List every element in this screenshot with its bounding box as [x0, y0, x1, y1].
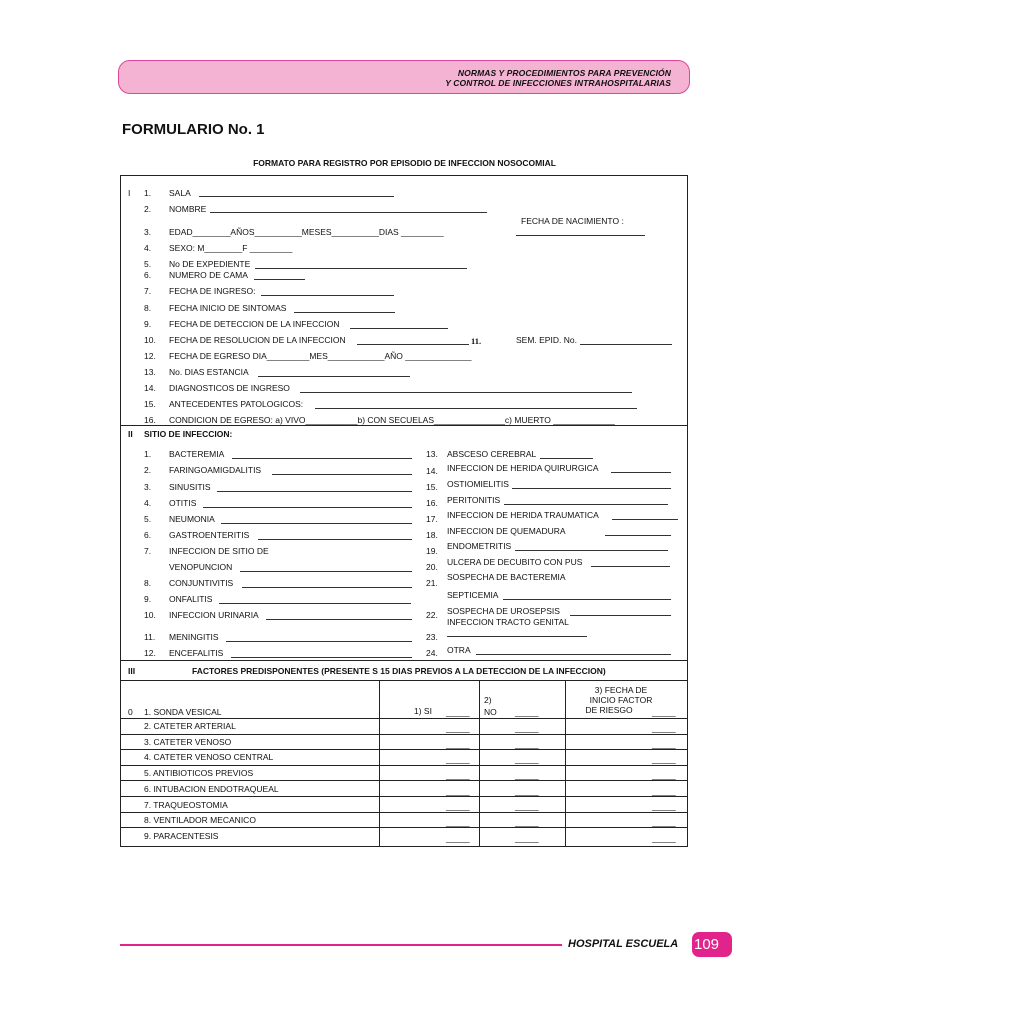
s2-label-tracto-genital: INFECCION TRACTO GENITAL: [447, 617, 569, 627]
s1-label-sala: SALA: [169, 188, 191, 198]
blank-fecha[interactable]: _____: [652, 739, 676, 749]
s2-num-22: 22.: [426, 610, 438, 620]
expediente-field[interactable]: [255, 268, 467, 269]
s2-num-4: 4.: [144, 498, 152, 508]
page-number: 109: [692, 932, 732, 957]
col-no-label: NO: [484, 707, 497, 717]
s2-label-urinaria: INFECCION URINARIA: [169, 610, 259, 620]
neumonia-field[interactable]: [221, 523, 412, 524]
s2-label-quemadura: INFECCION DE QUEMADURA: [447, 526, 566, 536]
col-divider-no: [479, 680, 480, 846]
blank-si[interactable]: _____: [446, 817, 470, 827]
s1-label-estancia: No. DIAS ESTANCIA: [169, 367, 249, 377]
s1-label-expediente: No DE EXPEDIENTE: [169, 259, 251, 269]
s1-num-4: 4.: [144, 243, 152, 253]
s2-num-11: 11.: [144, 632, 156, 642]
septicemia-field[interactable]: [503, 599, 671, 600]
col-divider-si: [379, 680, 380, 846]
s1-num-2: 2.: [144, 204, 152, 214]
section-1-numeral: I: [128, 188, 131, 198]
blank-si[interactable]: _____: [446, 770, 470, 780]
sem-epid-field[interactable]: [580, 344, 672, 345]
s2-label-onfalitis: ONFALITIS: [169, 594, 213, 604]
footer-hospital-name: HOSPITAL ESCUELA: [568, 938, 679, 950]
venopuncion-field[interactable]: [240, 571, 412, 572]
sala-field[interactable]: [199, 196, 394, 197]
s2-label-peritonitis: PERITONITIS: [447, 495, 501, 505]
s1-label-inicio-sintomas: FECHA INICIO DE SINTOMAS: [169, 303, 287, 313]
blank-fecha[interactable]: _____: [652, 801, 676, 811]
cama-field[interactable]: [254, 279, 305, 280]
factor-paracentesis: 9. PARACENTESIS: [144, 831, 219, 841]
ostiomielitis-field[interactable]: [512, 488, 671, 489]
row-separator: [121, 812, 687, 813]
s2-label-sospecha-bacteremia: SOSPECHA DE BACTEREMIA: [447, 572, 566, 582]
factor-traqueostomia: 7. TRAQUEOSTOMIA: [144, 800, 228, 810]
s1-label-antecedentes: ANTECEDENTES PATOLOGICOS:: [169, 399, 304, 409]
s2-num-21: 21.: [426, 578, 438, 588]
col-fecha-line-3: DE RIESGO: [585, 705, 633, 715]
row-separator: [121, 749, 687, 750]
row-prefix: 0: [128, 707, 133, 717]
section-3-numeral: III: [128, 666, 136, 676]
onfalitis-field[interactable]: [219, 603, 411, 604]
s1-num-1: 1.: [144, 188, 152, 198]
divider-section-2: [121, 425, 687, 426]
s1-num-3: 3.: [144, 227, 152, 237]
s1-label-deteccion: FECHA DE DETECCION DE LA INFECCION: [169, 319, 340, 329]
s2-label-septicemia: SEPTICEMIA: [447, 590, 499, 600]
s2-num-12: 12.: [144, 648, 156, 658]
factor-ventilador: 8. VENTILADOR MECANICO: [144, 815, 256, 825]
fecha-nacimiento-field[interactable]: [516, 235, 645, 236]
blank-no[interactable]: _____: [515, 754, 539, 764]
s1-label-nombre: NOMBRE: [169, 204, 207, 214]
blank-si[interactable]: _____: [446, 739, 470, 749]
s1-label-resolucion: FECHA DE RESOLUCION DE LA INFECCION: [169, 335, 346, 345]
meningitis-field[interactable]: [226, 641, 412, 642]
endometritis-field[interactable]: [515, 550, 668, 551]
s1-num-5: 5.: [144, 259, 152, 269]
herida-traumatica-field[interactable]: [612, 519, 678, 520]
row-separator: [121, 780, 687, 781]
s2-num-5: 5.: [144, 514, 152, 524]
s2-label-meningitis: MENINGITIS: [169, 632, 219, 642]
otra-23-field[interactable]: [447, 636, 587, 637]
otra-field[interactable]: [476, 654, 671, 655]
s2-num-23: 23.: [426, 632, 438, 642]
s1-label-cama: NUMERO DE CAMA: [169, 270, 248, 280]
nombre-field[interactable]: [210, 212, 487, 213]
s2-label-conjuntivitis: CONJUNTIVITIS: [169, 578, 234, 588]
divider-section-3: [121, 660, 687, 661]
blank-no[interactable]: _____: [515, 770, 539, 780]
s2-num-7: 7.: [144, 546, 152, 556]
s2-label-urosepsis: SOSPECHA DE UROSEPSIS: [447, 606, 560, 616]
blank-no[interactable]: _____: [515, 739, 539, 749]
bacteremia-field[interactable]: [232, 458, 412, 459]
diagnosticos-field[interactable]: [300, 392, 632, 393]
section-3-title: FACTORES PREDISPONENTES (PRESENTE S 15 DIAS PREVIOS A LA DETECCION DE LA INFECCION): [192, 666, 606, 676]
s2-num-3: 3.: [144, 482, 152, 492]
s1-label-condicion: CONDICION DE EGRESO: a) VIVO___________b) CON SECUELAS_______________c) MUERTO _____________: [169, 415, 615, 425]
col-si-label: 1) SI: [414, 706, 432, 716]
table-header-top: [121, 680, 687, 681]
blank-si-0[interactable]: _____: [446, 707, 470, 717]
s2-label-sinusitis: SINUSITIS: [169, 482, 211, 492]
urinaria-field[interactable]: [266, 619, 412, 620]
s2-num-24: 24.: [426, 648, 438, 658]
blank-fecha-0[interactable]: _____: [652, 707, 676, 717]
factor-cateter-arterial: 2. CATETER ARTERIAL: [144, 721, 236, 731]
blank-si[interactable]: _____: [446, 754, 470, 764]
factor-sonda-vesical: 1. SONDA VESICAL: [144, 707, 222, 717]
s2-num-13: 13.: [426, 449, 438, 459]
footer-rule: [120, 944, 562, 946]
s2-label-otra: OTRA: [447, 645, 471, 655]
resolucion-field[interactable]: [357, 344, 469, 345]
col-no-num: 2): [484, 695, 492, 705]
blank-fecha[interactable]: _____: [652, 833, 676, 843]
col-fecha-line-1: 3) FECHA DE: [594, 685, 648, 695]
s1-num-7: 7.: [144, 286, 152, 296]
s1-num-10: 10.: [144, 335, 156, 345]
s2-label-faringo: FARINGOAMIGDALITIS: [169, 465, 262, 475]
s1-num-15: 15.: [144, 399, 156, 409]
fecha-ingreso-field[interactable]: [261, 295, 394, 296]
s2-num-14: 14.: [426, 466, 438, 476]
infection-form: [120, 175, 688, 847]
s1-num-13: 13.: [144, 367, 156, 377]
s1-num-11: 11.: [471, 336, 482, 346]
row-separator: [121, 827, 687, 828]
s2-label-bacteremia: BACTEREMIA: [169, 449, 225, 459]
s2-num-20: 20.: [426, 562, 438, 572]
s1-num-14: 14.: [144, 383, 156, 393]
blank-fecha[interactable]: _____: [652, 786, 676, 796]
row-separator: [121, 734, 687, 735]
gastro-field[interactable]: [258, 539, 412, 540]
blank-no[interactable]: _____: [515, 833, 539, 843]
estancia-field[interactable]: [258, 376, 410, 377]
blank-si[interactable]: _____: [446, 786, 470, 796]
header-banner: [118, 60, 690, 94]
s2-label-venopuncion: VENOPUNCION: [169, 562, 233, 572]
s2-num-17: 17.: [426, 514, 438, 524]
quemadura-field[interactable]: [605, 535, 671, 536]
herida-quirurgica-field[interactable]: [611, 472, 671, 473]
blank-no-0[interactable]: _____: [515, 707, 539, 717]
s2-label-herida-traumatica: INFECCION DE HERIDA TRAUMATICA: [447, 510, 599, 520]
urosepsis-field[interactable]: [570, 615, 671, 616]
otitis-field[interactable]: [203, 507, 412, 508]
deteccion-field[interactable]: [350, 328, 448, 329]
header-line-2: Y CONTROL DE INFECCIONES INTRAHOSPITALARIAS: [445, 78, 671, 88]
form-subtitle: FORMATO PARA REGISTRO POR EPISODIO DE INFECCION NOSOCOMIAL: [253, 158, 556, 168]
s2-label-ostiomielitis: OSTIOMIELITIS: [447, 479, 509, 489]
blank-si[interactable]: _____: [446, 723, 470, 733]
encefalitis-field[interactable]: [231, 657, 412, 658]
s1-label-fecha-ingreso: FECHA DE INGRESO:: [169, 286, 256, 296]
s2-label-absceso: ABSCESO CEREBRAL: [447, 449, 537, 459]
s1-num-16: 16.: [144, 415, 156, 425]
blank-fecha[interactable]: _____: [652, 723, 676, 733]
factor-cateter-venoso: 3. CATETER VENOSO: [144, 737, 232, 747]
antecedentes-field[interactable]: [315, 408, 637, 409]
header-line-1: NORMAS Y PROCEDIMIENTOS PARA PREVENCIÓN: [457, 68, 671, 78]
factor-antibioticos: 5. ANTIBIOTICOS PREVIOS: [144, 768, 254, 778]
blank-no[interactable]: _____: [515, 786, 539, 796]
row-separator: [121, 718, 687, 719]
s1-num-12: 12.: [144, 351, 156, 361]
blank-fecha[interactable]: _____: [652, 817, 676, 827]
s2-num-6: 6.: [144, 530, 152, 540]
s2-num-15: 15.: [426, 482, 438, 492]
s1-label-egreso: FECHA DE EGRESO DIA_________MES____________AÑO ______________: [169, 351, 472, 361]
s1-num-6: 6.: [144, 270, 152, 280]
blank-no[interactable]: _____: [515, 801, 539, 811]
factor-cateter-venoso-central: 4. CATETER VENOSO CENTRAL: [144, 752, 274, 762]
factor-intubacion: 6. INTUBACION ENDOTRAQUEAL: [144, 784, 279, 794]
inicio-sintomas-field[interactable]: [294, 312, 395, 313]
sem-epid-label: SEM. EPID. No.: [516, 335, 577, 345]
s2-label-neumonia: NEUMONIA: [169, 514, 215, 524]
blank-si[interactable]: _____: [446, 833, 470, 843]
conjuntivitis-field[interactable]: [242, 587, 412, 588]
s2-label-encefalitis: ENCEFALITIS: [169, 648, 224, 658]
s1-num-9: 9.: [144, 319, 152, 329]
faringo-field[interactable]: [272, 474, 412, 475]
s2-label-herida-quirurgica: INFECCION DE HERIDA QUIRURGICA: [447, 463, 599, 473]
section-2-numeral: II: [128, 429, 133, 439]
s2-num-1: 1.: [144, 449, 152, 459]
fecha-nacimiento-label: FECHA DE NACIMIENTO :: [521, 216, 624, 226]
section-2-title: SITIO DE INFECCION:: [144, 429, 233, 439]
s1-label-diagnosticos: DIAGNOSTICOS DE INGRESO: [169, 383, 290, 393]
s1-num-8: 8.: [144, 303, 152, 313]
row-separator: [121, 765, 687, 766]
col-fecha-line-2: INICIO FACTOR: [589, 695, 653, 705]
row-separator: [121, 796, 687, 797]
s2-num-9: 9.: [144, 594, 152, 604]
s2-num-10: 10.: [144, 610, 156, 620]
blank-no[interactable]: _____: [515, 817, 539, 827]
s2-num-8: 8.: [144, 578, 152, 588]
blank-fecha[interactable]: _____: [652, 754, 676, 764]
peritonitis-field[interactable]: [504, 504, 668, 505]
s2-label-otitis: OTITIS: [169, 498, 197, 508]
blank-si[interactable]: _____: [446, 801, 470, 811]
ulcera-field[interactable]: [591, 566, 670, 567]
s2-num-2: 2.: [144, 465, 152, 475]
s2-label-endometritis: ENDOMETRITIS: [447, 541, 512, 551]
s2-num-16: 16.: [426, 498, 438, 508]
absceso-field[interactable]: [540, 458, 593, 459]
sinusitis-field[interactable]: [217, 491, 412, 492]
s1-label-sexo: SEXO: M________F _________: [169, 243, 293, 253]
s1-label-edad: EDAD________AÑOS__________MESES__________DIAS _________: [169, 227, 444, 237]
s2-label-gastro: GASTROENTERITIS: [169, 530, 250, 540]
s2-label-sitio: INFECCION DE SITIO DE: [169, 546, 269, 556]
blank-no[interactable]: _____: [515, 723, 539, 733]
s2-num-18: 18.: [426, 530, 438, 540]
page-title: FORMULARIO No. 1: [122, 121, 265, 138]
blank-fecha[interactable]: _____: [652, 770, 676, 780]
s2-label-ulcera: ULCERA DE DECUBITO CON PUS: [447, 557, 583, 567]
s2-num-19: 19.: [426, 546, 438, 556]
